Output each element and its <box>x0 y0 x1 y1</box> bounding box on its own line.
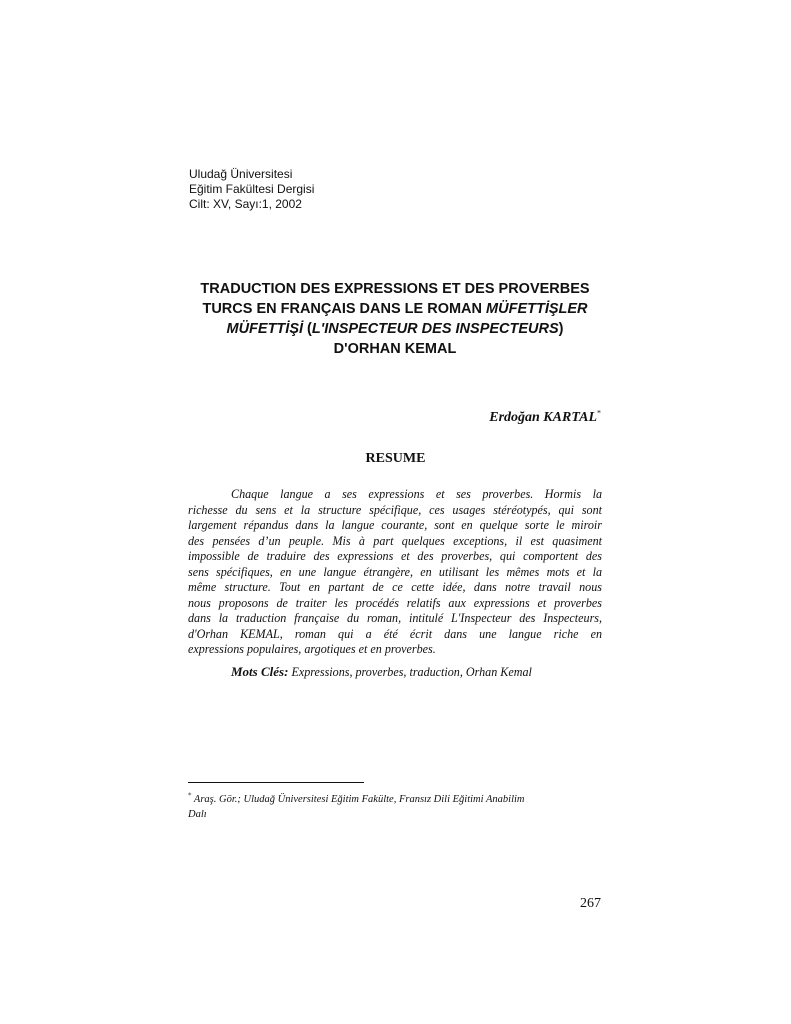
footnote-line-1 <box>188 792 602 807</box>
author-name <box>489 410 601 426</box>
abstract-line: d'Orhan KEMAL, roman qui a été écrit dans une langue riche en <box>188 626 602 641</box>
abstract-line: dans la traduction française du roman, intitulé L'Inspecteur des Inspecteurs, <box>188 611 602 625</box>
page-number: 267 <box>580 896 601 911</box>
keywords <box>231 664 532 680</box>
keywords-label: Mots Clés: <box>231 664 289 679</box>
abstract-line: Chaque langue a ses expressions et ses proverbes. Hormis la <box>231 487 602 501</box>
author-footnote-mark: * <box>597 408 601 418</box>
journal-info <box>189 167 314 212</box>
abstract-line: expressions populaires, argotiques et en proverbes. <box>188 642 436 656</box>
keywords-text: Expressions, proverbes, traduction, Orhan Kemal <box>288 665 532 679</box>
abstract-line: des pensées d’un peuple. Mis à part quelques exceptions, il est quasiment <box>188 533 602 548</box>
journal-name: Eğitim Fakültesi Dergisi <box>189 182 315 196</box>
footnote-divider <box>188 782 364 783</box>
footnote-line-2: Dalı <box>188 809 207 820</box>
title-novel-name-part2: MÜFETTİŞİ <box>226 321 304 337</box>
footnote <box>188 792 602 822</box>
title-novel-name-part1: MÜFETTİŞLER <box>486 301 588 317</box>
abstract-line: richesse du sens et la structure spécifique, ces usages stéréotypés, qui sont <box>188 502 602 517</box>
paper-title <box>150 279 640 359</box>
abstract-line: nous proposons de traiter les procédés relatifs aux expressions et proverbes <box>188 595 602 610</box>
footnote-affiliation: Araş. Gör.; Uludağ Üniversitesi Eğitim Fakülte, Fransız Dili Eğitimi Anabilim <box>191 794 525 805</box>
title-line-1: TRADUCTION DES EXPRESSIONS ET DES PROVERBES <box>200 281 590 297</box>
footnote-mark: * <box>188 791 192 800</box>
journal-volume: Cilt: XV, Sayı:1, 2002 <box>189 197 302 211</box>
title-paren-close: ) <box>558 321 564 337</box>
abstract-line: sens spécifiques, en une langue étrangère, en utilisant les mêmes mots et la <box>188 564 602 579</box>
abstract-line: largement répandus dans la langue courante, sont en quelque sorte le miroir <box>188 518 602 532</box>
title-line-2 <box>150 299 640 319</box>
journal-university: Uludağ Üniversitesi <box>189 167 293 181</box>
title-line-4: D'ORHAN KEMAL <box>333 341 457 357</box>
title-line-3 <box>150 319 640 339</box>
abstract-body <box>188 487 602 658</box>
title-line-2-text: TURCS EN FRANÇAIS DANS LE ROMAN <box>202 301 487 317</box>
title-paren-open: ( <box>303 321 312 337</box>
abstract-heading: RESUME <box>365 451 426 466</box>
author-name-text: Erdoğan KARTAL <box>489 410 597 425</box>
title-french-name: L'INSPECTEUR DES INSPECTEURS <box>311 321 559 337</box>
abstract-line: même structure. Tout en partant de ce cette idée, dans notre travail nous <box>188 580 602 594</box>
abstract-line: impossible de traduire des expressions et des proverbes, qui comportent des <box>188 549 602 563</box>
